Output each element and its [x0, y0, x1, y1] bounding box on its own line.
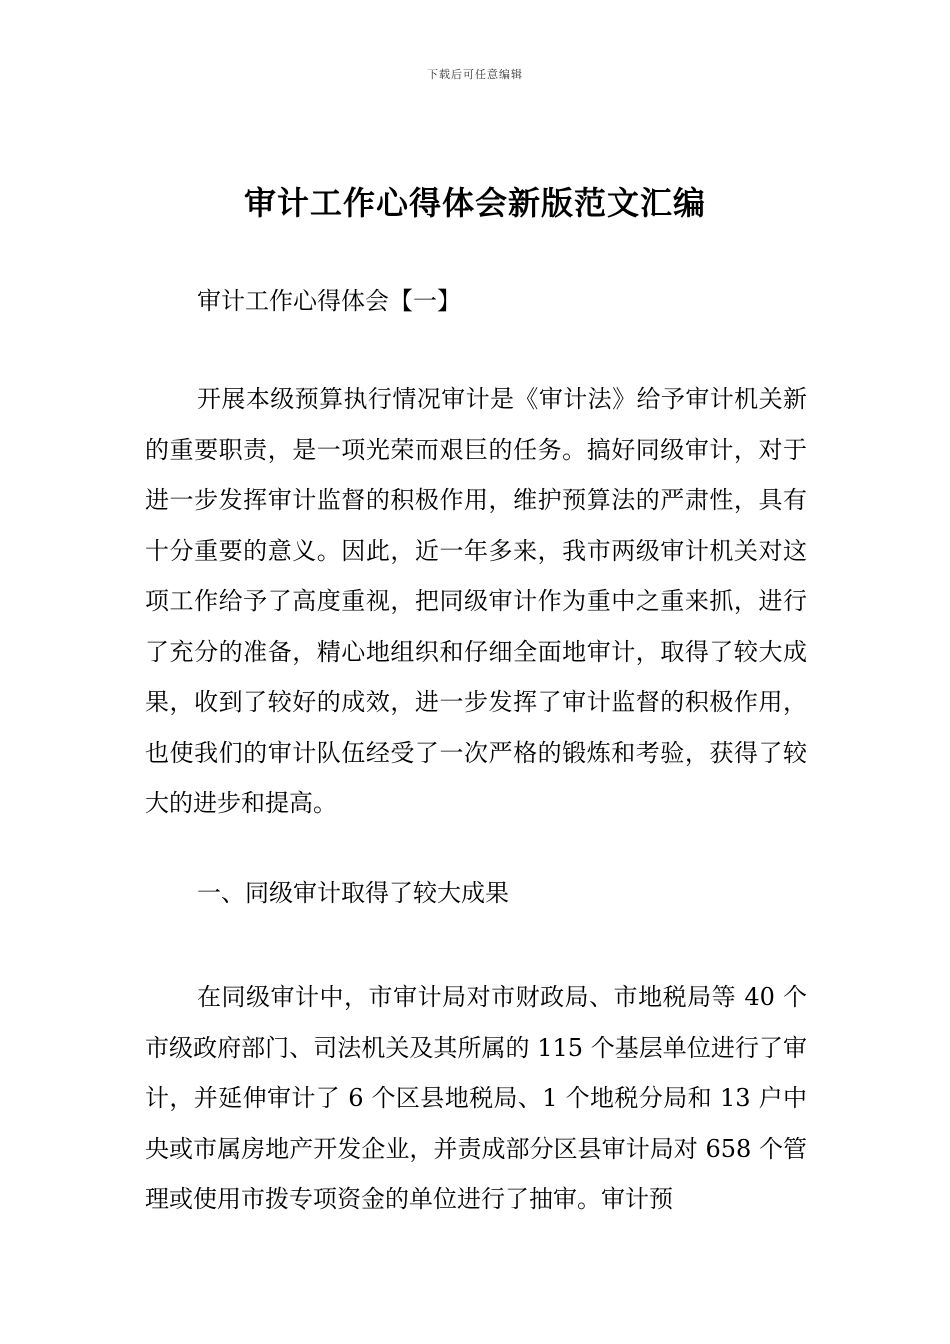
document-title: 审计工作心得体会新版范文汇编: [243, 184, 706, 222]
subtitle: 审计工作心得体会【一】: [197, 287, 461, 315]
section-1-heading: 一、同级审计取得了较大成果: [197, 879, 509, 907]
paragraph-2: 在同级审计中，市审计局对市财政局、市地税局等 40 个市级政府部门、司法机关及其所属的 115 个基层单位进行了审计，并延伸审计了 6 个区县地税局、1 个地税分局和 13 户中央或市属房地产开发企业，并责成部分区县审计局对 658 个管理或使用市拨专项资金的单位进行了抽审。审计预: [145, 983, 807, 1213]
header-note: 下载后可任意编辑: [427, 68, 523, 81]
paragraph-1: 开展本级预算执行情况审计是《审计法》给予审计机关新的重要职责，是一项光荣而艰巨的任务。搞好同级审计，对于进一步发挥审计监督的积极作用，维护预算法的严肃性，具有十分重要的意义。因此，近一年多来，我市两级审计机关对这项工作给予了高度重视，把同级审计作为重中之重来抓，进行了充分的准备，精心地组织和仔细全面地审计，取得了较大成果，收到了较好的成效，进一步发挥了审计监督的积极作用，也使我们的审计队伍经受了一次严格的锻炼和考验，获得了较大的进步和提高。: [145, 385, 807, 817]
